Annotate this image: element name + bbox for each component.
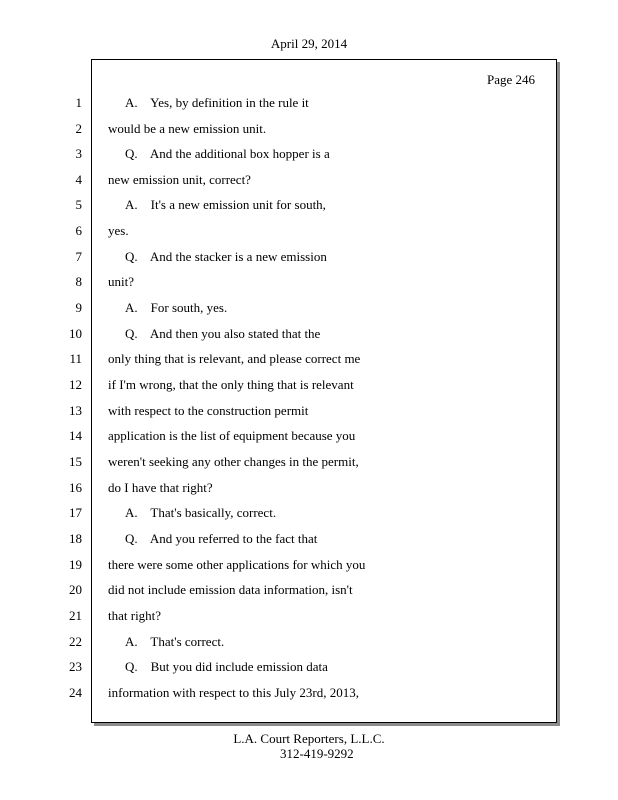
transcript-line: A. For south, yes. bbox=[125, 300, 228, 315]
transcript-line: Q. And then you also stated that the bbox=[125, 326, 321, 341]
line-number: 20 bbox=[69, 582, 82, 597]
line-number: 6 bbox=[75, 223, 82, 238]
line-number: 5 bbox=[75, 197, 82, 212]
line-number: 2 bbox=[75, 121, 82, 136]
transcript-line: new emission unit, correct? bbox=[108, 172, 251, 187]
footer-phone-number: 312-419-9292 bbox=[280, 746, 354, 761]
footer-company-name: L.A. Court Reporters, L.L.C. bbox=[233, 731, 385, 746]
line-number: 8 bbox=[75, 274, 82, 289]
transcript-line: Q. And you referred to the fact that bbox=[125, 531, 318, 546]
line-number: 23 bbox=[69, 659, 82, 674]
transcript-line: would be a new emission unit. bbox=[108, 121, 267, 136]
transcript-line: application is the list of equipment because you bbox=[108, 428, 356, 443]
line-number: 19 bbox=[69, 557, 82, 572]
transcript-line: unit? bbox=[108, 274, 134, 289]
transcript-line: only thing that is relevant, and please correct me bbox=[108, 351, 361, 366]
line-number: 16 bbox=[69, 480, 82, 495]
transcript-line: A. That's correct. bbox=[125, 634, 225, 649]
transcript-line: do I have that right? bbox=[108, 480, 213, 495]
transcript-date: April 29, 2014 bbox=[270, 36, 348, 51]
transcript-line: Q. And the stacker is a new emission bbox=[125, 249, 327, 264]
transcript-line: Q. And the additional box hopper is a bbox=[125, 146, 330, 161]
transcript-line: if I'm wrong, that the only thing that is relevant bbox=[108, 377, 354, 392]
transcript-line: did not include emission data information, isn't bbox=[108, 582, 353, 597]
line-number: 10 bbox=[69, 326, 82, 341]
line-number: 9 bbox=[75, 300, 82, 315]
line-number: 15 bbox=[69, 454, 82, 469]
page-number: Page 246 bbox=[487, 72, 536, 87]
transcript-line: weren't seeking any other changes in the permit, bbox=[108, 454, 359, 469]
transcript-line: A. That's basically, correct. bbox=[125, 505, 277, 520]
line-number: 1 bbox=[75, 95, 82, 110]
line-number: 11 bbox=[69, 351, 82, 366]
line-number: 24 bbox=[69, 685, 82, 700]
line-number: 14 bbox=[69, 428, 82, 443]
line-number: 3 bbox=[75, 146, 82, 161]
transcript-line: that right? bbox=[108, 608, 162, 623]
transcript-line: A. It's a new emission unit for south, bbox=[125, 197, 326, 212]
transcript-line: yes. bbox=[108, 223, 129, 238]
line-number: 13 bbox=[69, 403, 82, 418]
transcript-line: there were some other applications for which you bbox=[108, 557, 366, 572]
line-number: 21 bbox=[69, 608, 82, 623]
line-number: 22 bbox=[69, 634, 82, 649]
line-number: 4 bbox=[75, 172, 82, 187]
transcript-line: with respect to the construction permit bbox=[108, 403, 309, 418]
line-number: 18 bbox=[69, 531, 82, 546]
line-number: 17 bbox=[69, 505, 82, 520]
line-number: 12 bbox=[69, 377, 82, 392]
transcript-line: Q. But you did include emission data bbox=[125, 659, 328, 674]
transcript-line: A. Yes, by definition in the rule it bbox=[125, 95, 309, 110]
transcript-line: information with respect to this July 23rd, 2013, bbox=[108, 685, 359, 700]
line-number: 7 bbox=[75, 249, 82, 264]
